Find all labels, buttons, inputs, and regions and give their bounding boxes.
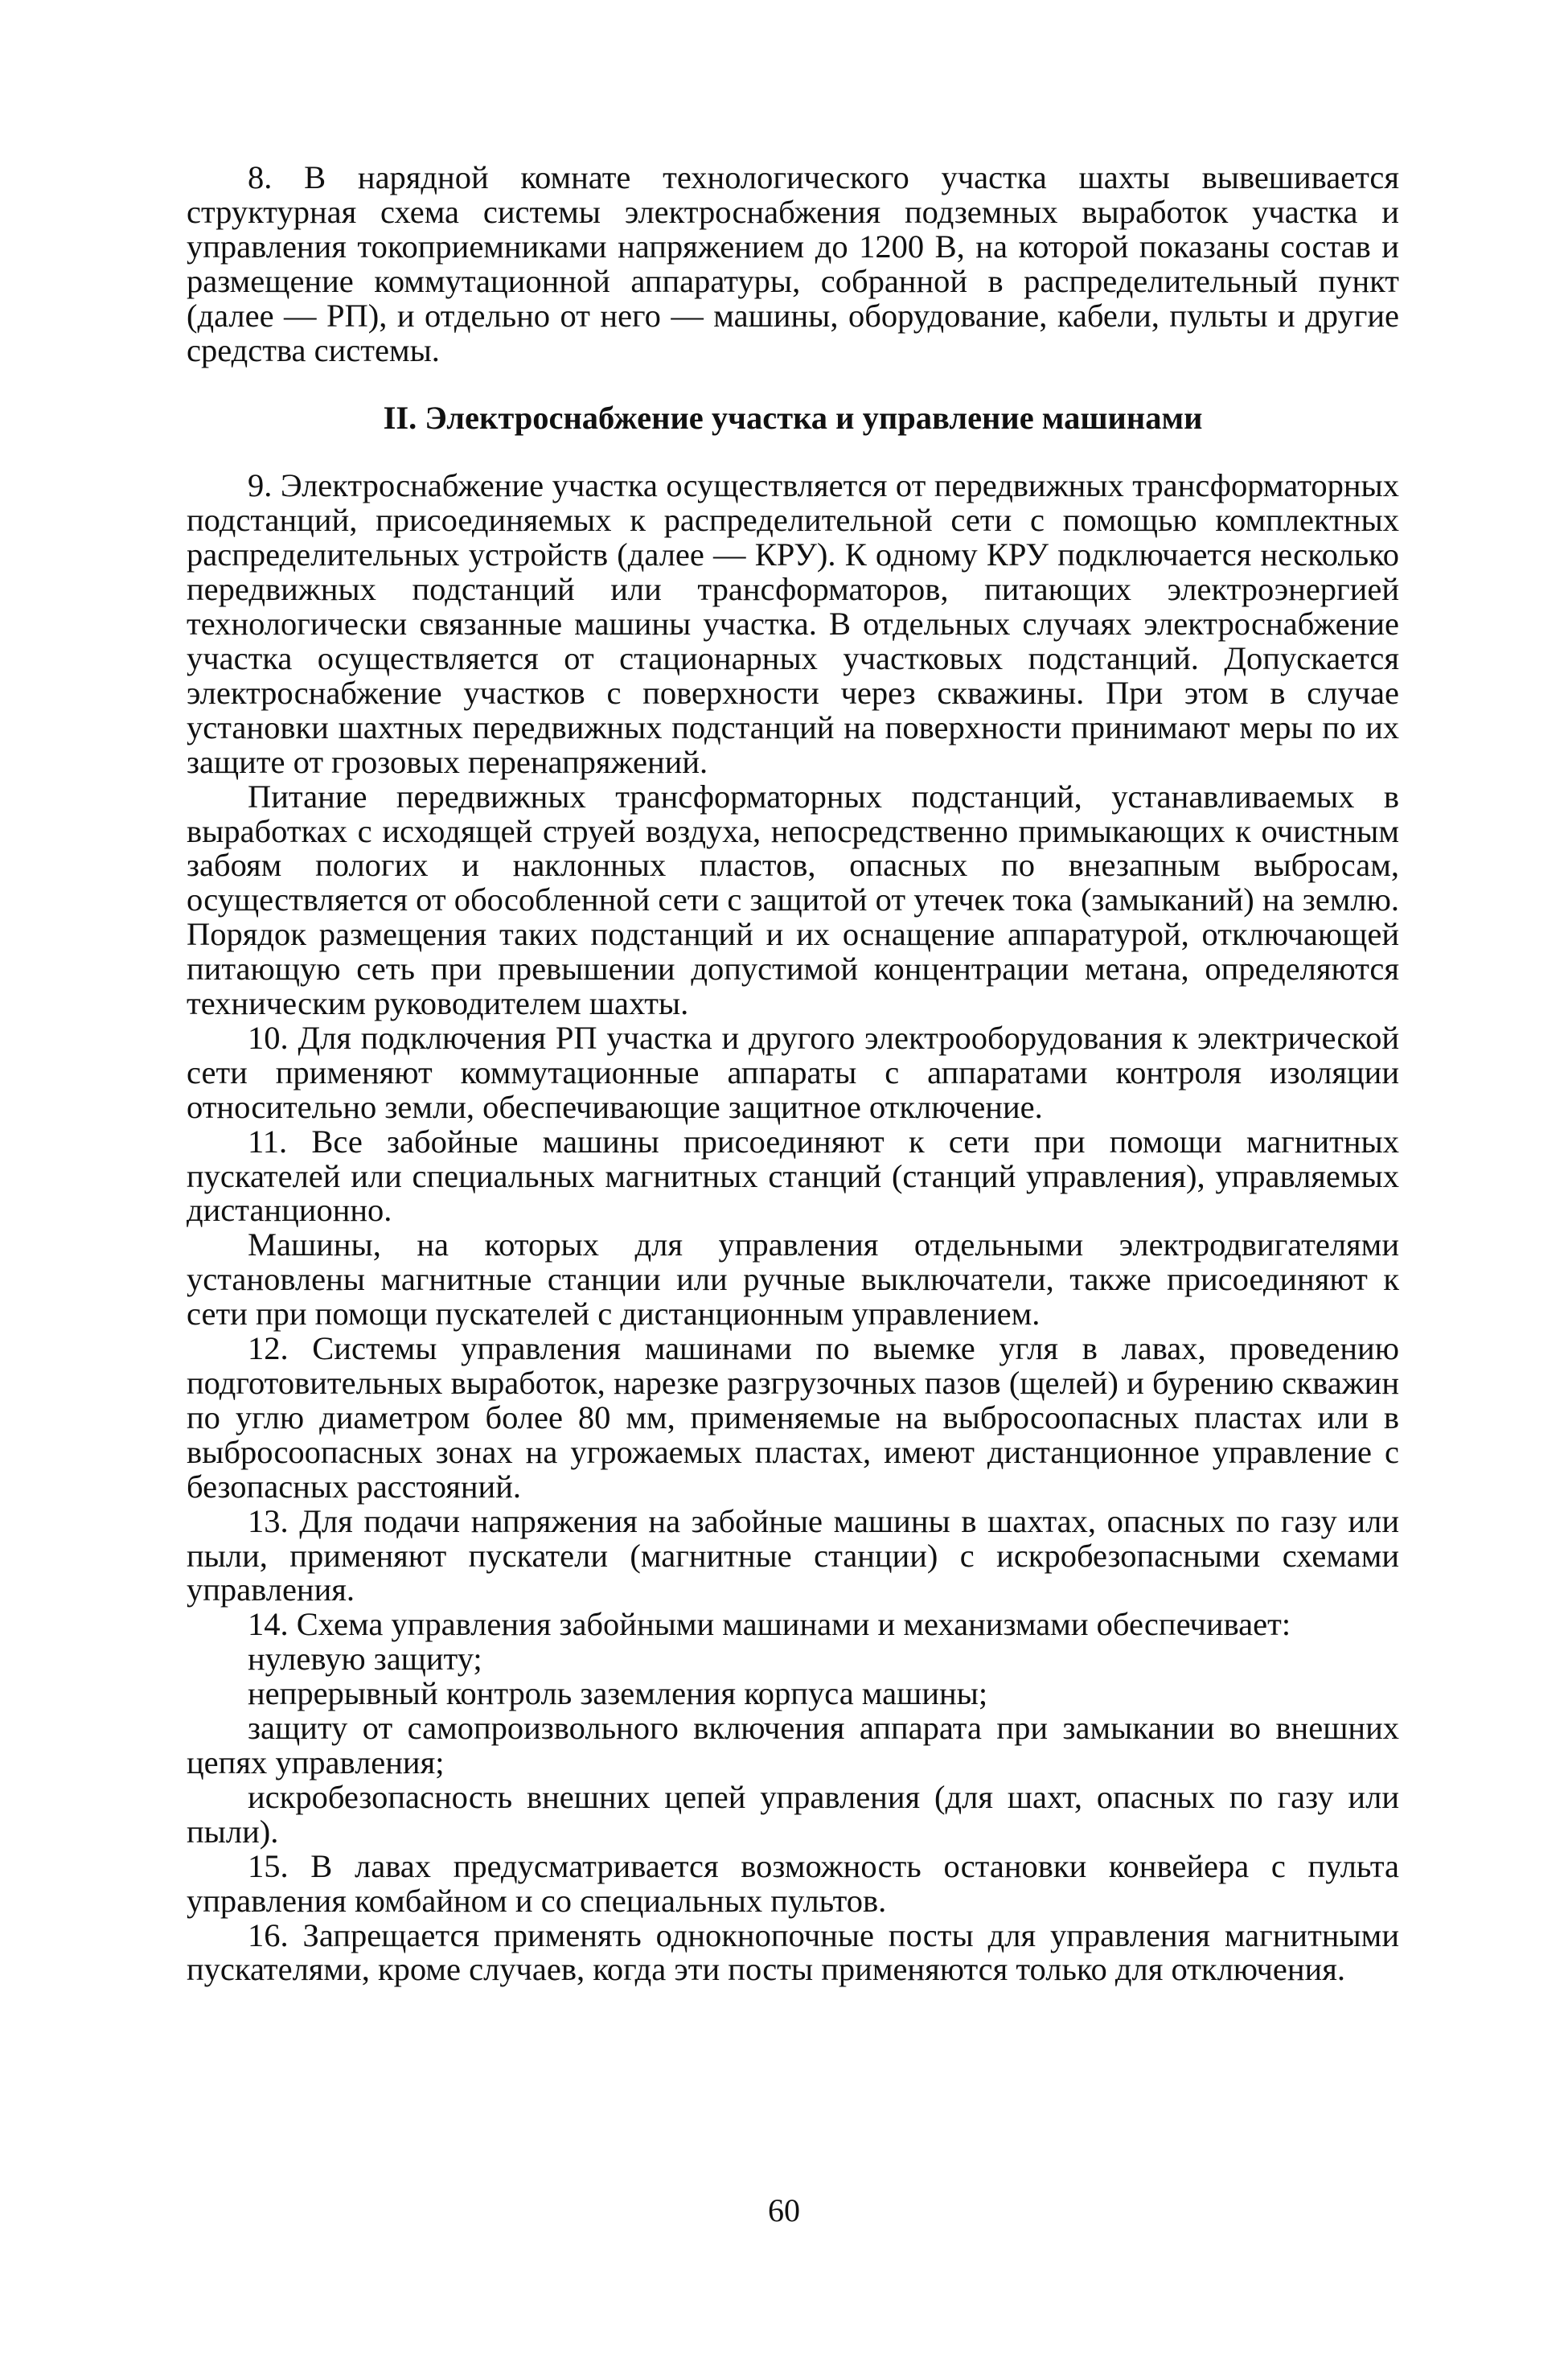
paragraph-11-continued: Машины, на которых для управления отдельными электродвигателями установлены магнитные станции или ручные выключатели, также присоединяют к сети при помощи пускателей с дистанционным управлением.	[187, 1226, 1399, 1333]
paragraph-16: 16. Запрещается применять однокнопочные посты для управления магнитными пускателями, кроме случаев, когда эти посты применяются только для отключения.	[187, 1916, 1399, 1988]
paragraph-11: 11. Все забойные машины присоединяют к сети при помощи магнитных пускателей или специальных магнитных станций (станций управления), управляемых дистанционно.	[187, 1123, 1399, 1229]
list-item: непрерывный контроль заземления корпуса машины;	[248, 1675, 988, 1712]
paragraph-10: 10. Для подключения РП участка и другого электрооборудования к электрической сети применяют коммутационные аппараты с аппаратами контроля изоляции относительно земли, обеспечивающие защитное отключение.	[187, 1019, 1399, 1125]
paragraph-12: 12. Системы управления машинами по выемке угля в лавах, проведению подготовительных выработок, нарезке разгрузочных пазов (щелей) и бурению скважин по углю диаметром более 80 мм, применяемые на выбросоопасных пластах или в выбросоопасных зонах на угрожаемых пластах, имеют дистанционное управление с безопасных расстояний.	[187, 1330, 1399, 1505]
paragraph-9: 9. Электроснабжение участка осуществляется от передвижных трансформаторных подстанций, присоединяемых к распределительной сети с помощью комплектных распределительных устройств (далее — КРУ). К одному КРУ подключается несколько передвижных подстанций или трансформаторов, питающих электроэнергией технологически связанные машины участка. В отдельных случаях электроснабжение участка осуществляется от стационарных участковых подстанций. Допускается электроснабжение участков с поверхности через скважины. При этом в случае установки шахтных передвижных подстанций на поверхности принимают меры по их защите от грозовых перенапряжений.	[187, 467, 1399, 780]
section-heading: II. Электроснабжение участка и управление машинами	[383, 400, 1203, 437]
list-item: нулевую защиту;	[248, 1641, 482, 1678]
page-number: 60	[768, 2192, 800, 2228]
paragraph-8: 8. В нарядной комнате технологического участка шахты вывешивается структурная схема системы электроснабжения подземных выработок участка и управления токоприемниками напряжением до 1200 В, на которой показаны состав и размещение коммутационной аппаратуры, собранной в распределительный пункт (далее — РП), и отдельно от него — машины, оборудование, кабели, пульты и другие средства системы.	[187, 159, 1399, 368]
paragraph-15: 15. В лавах предусматривается возможность остановки конвейера с пульта управления комбайном и со специальных пультов.	[187, 1847, 1399, 1919]
list-item: защиту от самопроизвольного включения аппарата при замыкании во внешних цепях управления;	[187, 1710, 1399, 1780]
page-body	[187, 161, 1399, 1987]
paragraph-9-continued: Питание передвижных трансформаторных подстанций, устанавливаемых в выработках с исходящей струей воздуха, непосредственно примыкающих к очистным забоям пологих и наклонных пластов, опасных по внезапным выбросам, осуществляется от обособленной сети с защитой от утечек тока (замыканий) на землю. Порядок размещения таких подстанций и их оснащение аппаратурой, отключающей питающую сеть при превышении допустимой концентрации метана, определяются техническим руководителем шахты.	[187, 778, 1399, 1022]
paragraph-13: 13. Для подачи напряжения на забойные машины в шахтах, опасных по газу или пыли, применяют пускатели (магнитные станции) с искробезопасными схемами управления.	[187, 1502, 1399, 1608]
paragraph-14: 14. Схема управления забойными машинами и механизмами обеспечивает:	[248, 1606, 1291, 1643]
list-item: искробезопасность внешних цепей управления (для шахт, опасных по газу или пыли).	[187, 1778, 1399, 1850]
